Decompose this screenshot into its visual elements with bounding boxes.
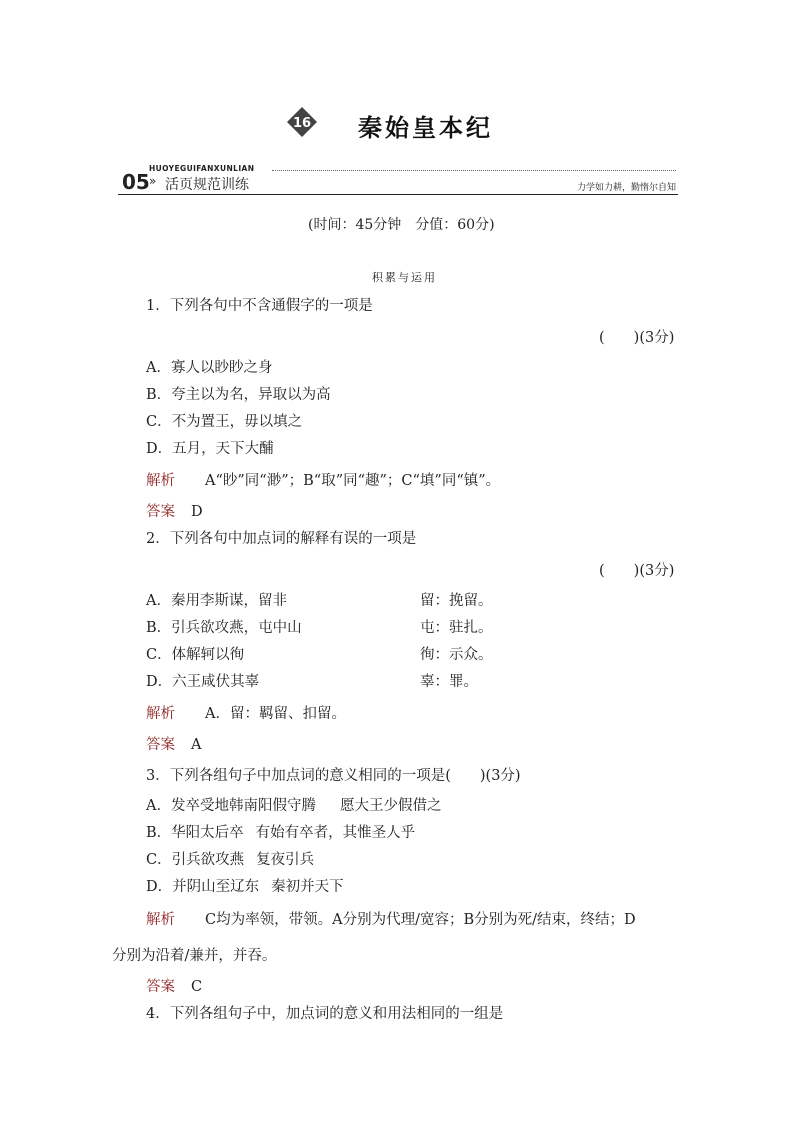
q3-option-a: A．发卒受地韩南阳假守腾 愿大王少假借之 [146,798,442,814]
q3-analysis-cont: 分别为沿着/兼并，并吞。 [112,948,277,964]
q2-analysis [146,704,346,724]
header-dotted-line [272,170,676,171]
lesson-number-badge [287,107,317,137]
analysis-label: 解析 [146,706,175,722]
analysis-label: 解析 [146,912,175,928]
q2-gloss-a: 留：挽留。 [420,593,493,609]
answer-value: C [191,979,203,995]
q2-stem: 2．下列各句中加点词的解释有误的一项是 [146,531,417,547]
lesson-number: 16 [292,116,312,131]
q2-gloss-d: 辜：罪。 [420,674,478,690]
q2-option-c: C．体解轲以徇 [146,647,245,663]
q1-score: ( )(3分) [599,330,675,346]
q3-option-b: B．华阳太后卒 有始有卒者，其惟圣人乎 [146,825,416,841]
q3-stem: 3．下列各组句子中加点词的意义相同的一项是( )(3分) [146,768,521,784]
subheading: 积累与运用 [372,271,437,284]
page-title: 秦始皇本纪 [358,113,493,142]
answer-value: D [191,504,203,520]
q2-score: ( )(3分) [599,563,675,579]
analysis-label: 解析 [146,473,175,489]
q2-answer [146,735,201,755]
q3-answer [146,977,202,997]
q3-analysis [146,910,636,930]
q3-option-d: D．并阴山至辽东 秦初并天下 [146,879,344,895]
q3-option-c: C．引兵欲攻燕 复夜引兵 [146,852,315,868]
q4-stem: 4．下列各组句子中，加点词的意义和用法相同的一组是 [146,1006,504,1022]
q2-gloss-c: 徇：示众。 [420,647,493,663]
q2-option-b: B．引兵欲攻燕，屯中山 [146,620,302,636]
chevron-icon: » [149,174,157,188]
motto: 力学如力耕，勤惰尔自知 [576,183,676,193]
section-number: 05 [122,170,150,194]
q2-gloss-b: 屯：驻扎。 [420,620,493,636]
q1-option-d: D．五月，天下大酺 [146,441,274,457]
answer-value: A [191,737,202,753]
q1-answer [146,502,203,522]
answer-label: 答案 [146,979,175,995]
q1-option-c: C．不为置王，毋以填之 [146,414,303,430]
q1-stem: 1．下列各句中不含通假字的一项是 [146,298,373,314]
analysis-text: A．留：羁留、扣留。 [205,706,346,722]
answer-label: 答案 [146,504,175,520]
answer-label: 答案 [146,737,175,753]
time-info: (时间：45分钟 分值：60分) [308,217,495,233]
header-rule [118,194,678,195]
q1-option-b: B．夸主以为名，异取以为高 [146,387,331,403]
q2-option-d: D．六王咸伏其辜 [146,674,260,690]
q1-analysis [146,471,500,491]
q1-option-a: A．寡人以眇眇之身 [146,360,273,376]
analysis-text: A“眇”同“渺”；B“取”同“趣”；C“填”同“镇”。 [205,473,501,489]
analysis-text: C均为率领，带领。A分别为代理/宽容；B分别为死/结束，终结；D [205,912,636,928]
section-title: 活页规范训练 [165,177,249,193]
section-pinyin: HUOYEGUIFANXUNLIAN [149,164,255,173]
q2-option-a: A．秦用李斯谋，留非 [146,593,287,609]
